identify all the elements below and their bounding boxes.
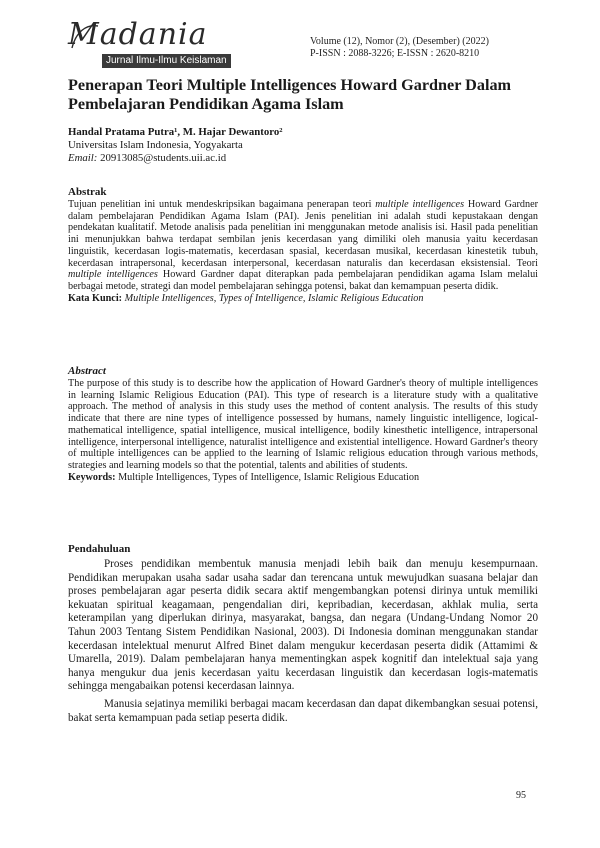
author-affiliation: Universitas Islam Indonesia, Yogyakarta bbox=[68, 139, 243, 151]
article-title: Penerapan Teori Multiple Intelligences Howard Gardner Dalam Pembelajaran Pendidikan Agama Islam bbox=[68, 76, 512, 113]
keywords-label: Kata Kunci: bbox=[68, 292, 123, 304]
author-block bbox=[68, 126, 538, 165]
email-label: Email: bbox=[68, 152, 98, 164]
introduction-heading: Pendahuluan bbox=[68, 543, 131, 555]
introduction-paragraph-2: Manusia sejatinya memiliki berbagai macam kecerdasan dan dapat dikembangkan sesuai potensi, bakat serta kemampuan pada setiap peserta didik. bbox=[68, 697, 538, 724]
journal-volume: Volume (12), Nomor (2), (Desember) (2022) bbox=[310, 36, 489, 47]
logo-subtitle: Jurnal Ilmu-Ilmu Keislaman bbox=[102, 54, 231, 68]
introduction-section bbox=[68, 542, 538, 725]
logo-title: Madania bbox=[68, 17, 208, 52]
author-email bbox=[68, 152, 538, 165]
keywords-list: Multiple Intelligences, Types of Intelligence, Islamic Religious Education bbox=[122, 292, 424, 304]
journal-logo bbox=[68, 18, 258, 68]
abstract-keywords bbox=[68, 472, 538, 484]
author-names: Handal Pratama Putra¹, M. Hajar Dewantoro² bbox=[68, 126, 283, 138]
journal-meta bbox=[310, 36, 540, 60]
abstract-heading: Abstract bbox=[68, 365, 106, 377]
abstrak-heading: Abstrak bbox=[68, 186, 107, 198]
keywords-label-en: Keywords: bbox=[68, 471, 116, 483]
abstract-section bbox=[68, 364, 538, 484]
abstrak-keywords bbox=[68, 293, 538, 305]
introduction-paragraph-1: Proses pendidikan membentuk manusia menjadi lebih baik dan menuju kesempurnaan. Pendidikan merupakan usaha sadar usaha sadar dan terencana untuk mewujudkan suasana belajar dan proses pembelajaran agar peserta didik secara aktif mengembangkan potensi dirinya untuk memiliki kekuatan spiritual keagamaan, pengendalian diri, kepribadian, kecerdasan, akhlak mulia, serta keterampilan yang diperlukan dirinya, masyarakat, bangsa, dan negara (Undang-Undang Nomor 20 Tahun 2003 Tentang Sistem Pendidikan Nasional, 2003). Di Indonesia dominan menggunakan standar kecerdasan intelektual menurut Alfred Binet dalam mengukur kecerdasan peserta didik (Attamimi & Umarella, 2019). Dalam pembelajaran hanya mementingkan aspek kognitif dan intelektual saja yang hanya mengukur dua jenis kecerdasan yaitu kecerdasan linguistik dan kecerdasan logis-matematis sehingga mengabaikan potensi kecerdasan lainnya. bbox=[68, 558, 538, 693]
abstrak-body: Tujuan penelitian ini untuk mendeskripsikan bagaimana penerapan teori multiple intelligences Howard Gardner dalam pembelajaran Pendidikan Agama Islam (PAI). Jenis penelitian ini adalah studi kepustakaan dengan pendekatan kualitatif. Metode analisis pada penelitian ini menggunakan metode analisis isi. Hasil pada penelitian ini menunjukkan bahwa terdapat sembilan jenis kecerdasan yang dimiliki oleh manusia yaitu kecerdasan linguistik, kecerdasan logis-matematis, kecerdasan spasial, kecerdasan musikal, kecerdasan kinestetik tubuh, kecerdasan intrapersonal, kecerdasan interpersonal, kecerdasan naturalis dan kecerdasan eksistensial. Teori multiple intelligences Howard Gardner dapat diterapkan pada pembelajaran pendidikan agama Islam melalui berbagai metode, strategi dan model pembelajaran sehingga potensi, bakat dan kemampuan peserta didik. bbox=[68, 199, 538, 292]
abstract-body: The purpose of this study is to describe how the application of Howard Gardner's theory of multiple intelligences in learning Islamic Religious Education (PAI). This type of research is a literature study with a qualitative approach. The method of analysis in this study uses the method of content analysis. The results of this study indicate that there are nine types of intelligence possessed by humans, namely linguistic intelligence, logical-mathematical intelligence, spatial intelligence, musical intelligence, bodily kinesthetic intelligence, intrapersonal intelligence, interpersonal intelligence, naturalist intelligence and existential intelligence. Howard Gardner's theory of multiple intelligences can be applied to the learning of Islamic religious education through various methods, strategies and learning models so that the potential, talents and abilities of students. bbox=[68, 378, 538, 471]
keywords-list-en: Multiple Intelligences, Types of Intelligence, Islamic Religious Education bbox=[115, 471, 420, 483]
journal-issn: P-ISSN : 2088-3226; E-ISSN : 2620-8210 bbox=[310, 48, 480, 59]
page-number: 95 bbox=[516, 790, 526, 801]
email-address[interactable]: 20913085@students.uii.ac.id bbox=[100, 152, 227, 164]
abstrak-section bbox=[68, 185, 538, 305]
